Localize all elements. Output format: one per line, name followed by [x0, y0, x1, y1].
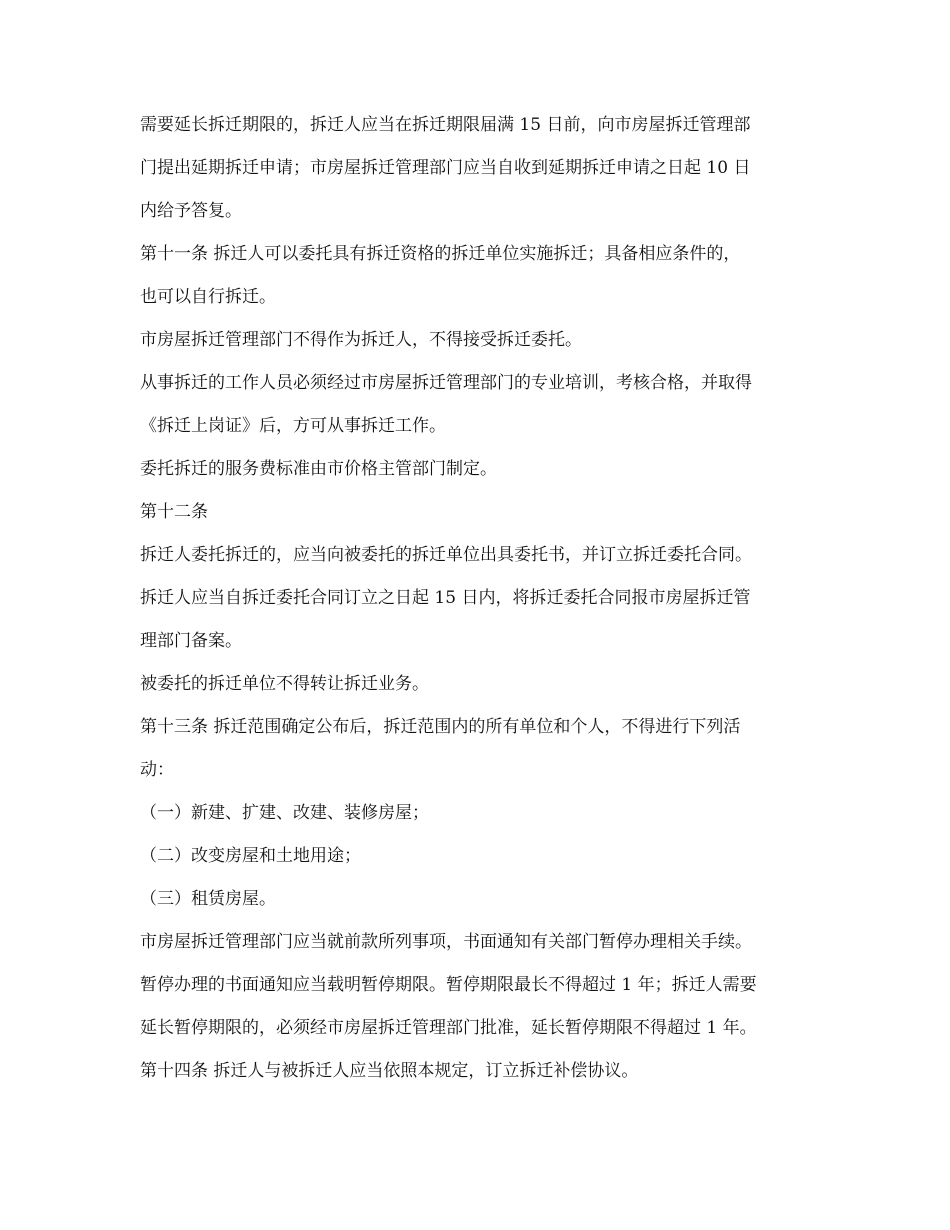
- article-14-line: 第十四条 拆迁人与被拆迁人应当依照本规定，订立拆迁补偿协议。: [140, 1061, 639, 1081]
- list-item: （二）改变房屋和土地用途；: [140, 846, 361, 866]
- text-line: 延长暂停期限的，必须经市房屋拆迁管理部门批准，延长暂停期限不得超过 1 年。: [140, 1018, 757, 1038]
- text-line: 门提出延期拆迁申请；市房屋拆迁管理部门应当自收到延期拆迁申请之日起 10 日: [140, 158, 751, 178]
- text-line: 市房屋拆迁管理部门应当就前款所列事项，书面通知有关部门暂停办理相关手续。: [140, 932, 752, 952]
- text-line: 拆迁人委托拆迁的，应当向被委托的拆迁单位出具委托书，并订立拆迁委托合同。: [140, 545, 752, 565]
- text-line: 暂停办理的书面通知应当载明暂停期限。暂停期限最长不得超过 1 年；拆迁人需要: [140, 975, 757, 995]
- text-line: 市房屋拆迁管理部门不得作为拆迁人，不得接受拆迁委托。: [140, 330, 582, 350]
- text-line: 从事拆迁的工作人员必须经过市房屋拆迁管理部门的专业培训，考核合格，并取得: [140, 373, 752, 393]
- text-line: 被委托的拆迁单位不得转让拆迁业务。: [140, 674, 429, 694]
- text-line: 内给予答复。: [140, 201, 242, 221]
- list-item: （一）新建、扩建、改建、装修房屋；: [140, 803, 429, 823]
- article-11-line: 第十一条 拆迁人可以委托具有拆迁资格的拆迁单位实施拆迁；具备相应条件的，: [140, 244, 741, 264]
- article-12-heading: 第十二条: [140, 502, 208, 522]
- text-line: 《拆迁上岗证》后，方可从事拆迁工作。: [140, 416, 446, 436]
- text-line: 委托拆迁的服务费标准由市价格主管部门制定。: [140, 459, 497, 479]
- list-item: （三）租赁房屋。: [140, 889, 276, 909]
- article-13-line: 第十三条 拆迁范围确定公布后，拆迁范围内的所有单位和个人，不得进行下列活: [140, 717, 741, 737]
- text-line: 理部门备案。: [140, 631, 242, 651]
- text-line: 也可以自行拆迁。: [140, 287, 276, 307]
- document-body: [140, 104, 816, 1093]
- text-line: 需要延长拆迁期限的，拆迁人应当在拆迁期限届满 15 日前，向市房屋拆迁管理部: [140, 115, 751, 135]
- text-line: 拆迁人应当自拆迁委托合同订立之日起 15 日内，将拆迁委托合同报市房屋拆迁管: [140, 588, 751, 608]
- text-line: 动：: [140, 760, 174, 780]
